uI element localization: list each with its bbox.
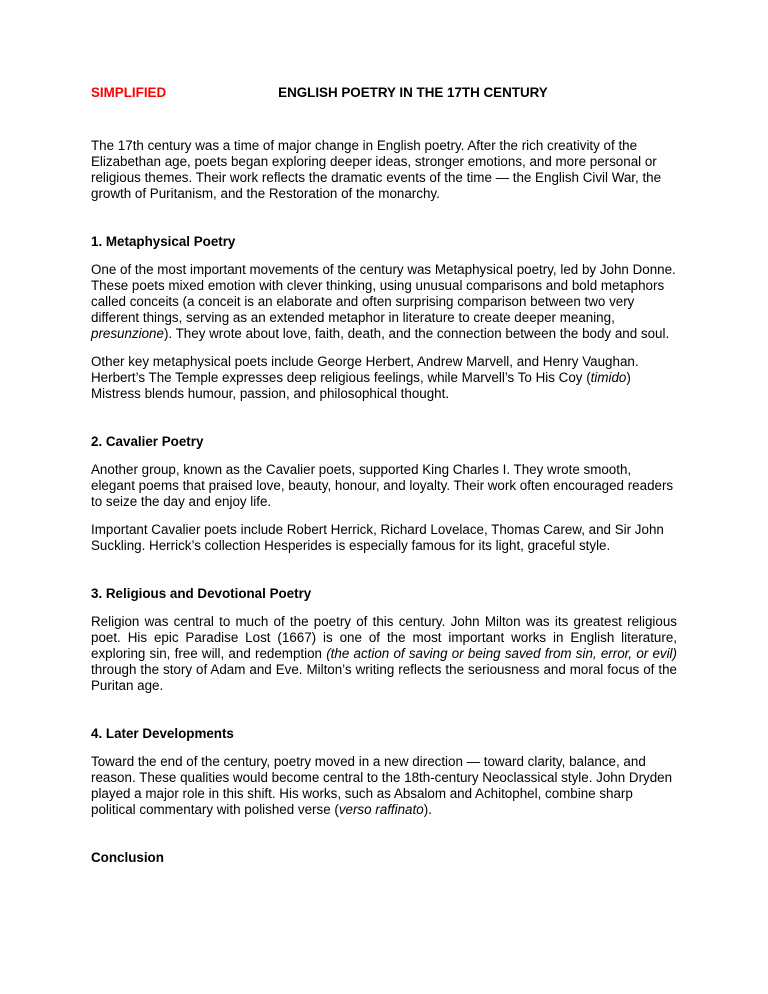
section-paragraphs (91, 614, 677, 694)
section-heading: 2. Cavalier Poetry (91, 434, 204, 449)
text-run: ) Mistress blends humour, passion, and philosophical thought. (91, 370, 631, 401)
section-paragraphs (91, 462, 677, 554)
sections-container (91, 214, 677, 818)
text-run: Another group, known as the Cavalier poets, supported King Charles I. They wrote smooth, elegant poems that praised love, beauty, honour, and loyalty. Their work often encouraged readers to seize the day and enjoy life. (91, 462, 674, 509)
italic-run: (the action of saving or being saved from sin, error, or evil) (326, 646, 677, 661)
text-run: Important Cavalier poets include Robert Herrick, Richard Lovelace, Thomas Carew, and Sir John Suckling. Herrick’s collection Hesperides is especially famous for its light, graceful style. (91, 522, 664, 553)
section-paragraphs (91, 754, 677, 818)
document-section (91, 214, 677, 402)
text-run: Other key metaphysical poets include George Herbert, Andrew Marvell, and Henry Vaughan. Herbert’s The Temple expresses deep religious feelings, while Marvell’s To His Coy ( (91, 354, 639, 385)
page-title: ENGLISH POETRY IN THE 17TH CENTURY (278, 85, 548, 100)
paragraph (91, 354, 677, 402)
paragraph (91, 754, 677, 818)
text-run: ). (423, 802, 432, 817)
simplified-label: SIMPLIFIED (91, 85, 167, 100)
section-paragraphs (91, 262, 677, 402)
text-run: One of the most important movements of the century was Metaphysical poetry, led by John Donne. These poets mixed emotion with clever thinking, using unusual comparisons and bold metaphors called conceits (a conceit is an elaborate and often surprising comparison between two very different things, serving as an extended metaphor in literature to create deeper meaning, (91, 262, 676, 325)
text-run: Toward the end of the century, poetry moved in a new direction — toward clarity, balance, and reason. These qualities would become central to the 18th-century Neoclassical style. John Dryden played a major role in this shift. His works, such as Absalom and Achitophel, combine sharp political commentary with polished verse ( (91, 754, 673, 817)
text-run: through the story of Adam and Eve. Milton’s writing reflects the seriousness and moral focus of the Puritan age. (91, 662, 677, 693)
italic-run: verso raffinato (338, 802, 424, 817)
document-section (91, 566, 677, 694)
text-run: ). They wrote about love, faith, death, and the connection between the body and soul. (163, 326, 670, 341)
italic-run: presunzione (91, 326, 164, 341)
document-header (91, 85, 677, 101)
text-run: Religion was central to much of the poetry of this century. John Milton was its greatest religious poet. His epic Paradise Lost (1667) is one of the most important works in English literature, exploring sin, free will, and redemption (91, 614, 677, 661)
paragraph (91, 614, 677, 694)
section-heading: 3. Religious and Devotional Poetry (91, 586, 312, 601)
paragraph (91, 262, 677, 342)
intro-paragraph (91, 138, 677, 202)
paragraph (91, 462, 677, 510)
italic-run: timido (590, 370, 627, 385)
document-section (91, 706, 677, 818)
paragraph (91, 522, 677, 554)
text-run: The 17th century was a time of major change in English poetry. After the rich creativity of the Elizabethan age, poets began exploring deeper ideas, stronger emotions, and more personal or religious themes. Their work reflects the dramatic events of the time — the English Civil War, the growth of Puritanism, and the Restoration of the monarchy. (91, 138, 662, 201)
document-section (91, 414, 677, 554)
conclusion-heading: Conclusion (91, 850, 164, 865)
section-heading: 1. Metaphysical Poetry (91, 234, 236, 249)
section-heading: 4. Later Developments (91, 726, 234, 741)
